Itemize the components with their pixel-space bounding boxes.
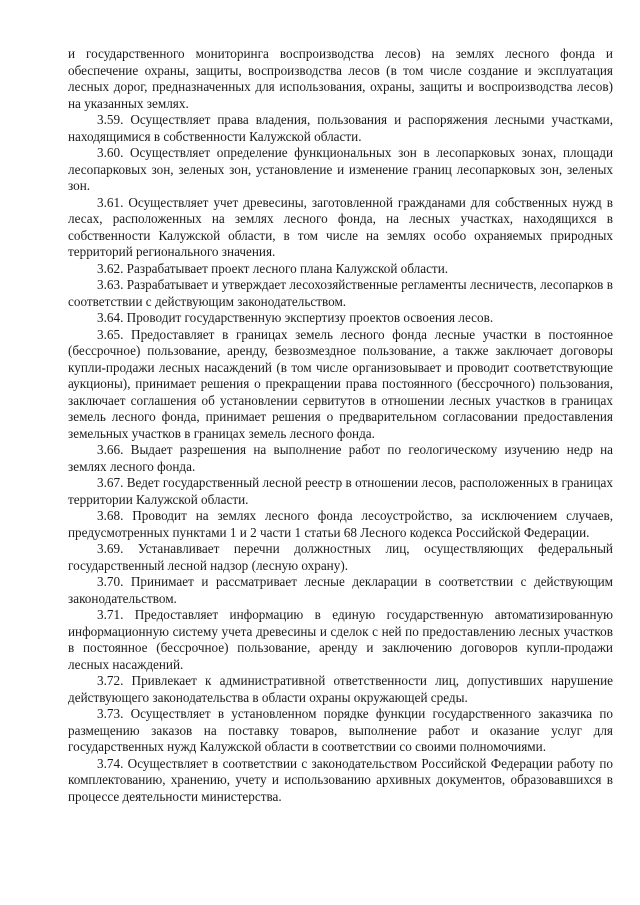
- paragraph-3-72: 3.72. Привлекает к административной ответственности лиц, допустивших нарушение действующего законодательства в области охраны окружающей среды.: [68, 673, 613, 705]
- paragraph-3-64: 3.64. Проводит государственную экспертизу проектов освоения лесов.: [97, 310, 494, 325]
- paragraph-3-63: 3.63. Разрабатывает и утверждает лесохозяйственные регламенты лесничеств, лесопарков в соответствии с действующим законодательством.: [68, 277, 613, 309]
- paragraph-3-61: 3.61. Осуществляет учет древесины, заготовленной гражданами для собственных нужд в лесах, расположенных на землях лесного фонда, на лесных участках, находящихся в собственности Калужской области, в том числе на землях особо охраняемых природных территорий регионального значения.: [68, 194, 613, 259]
- paragraph-3-68: 3.68. Проводит на землях лесного фонда лесоустройство, за исключением случаев, предусмотренных пунктами 1 и 2 части 1 статьи 68 Лесного кодекса Российской Федерации.: [68, 508, 613, 540]
- paragraph-3-59: 3.59. Осуществляет права владения, пользования и распоряжения лесными участками, находящимися в собственности Калужской области.: [68, 112, 613, 144]
- paragraph-3-71: 3.71. Предоставляет информацию в единую государственную автоматизированную информационную систему учета древесины и сделок с ней по предоставлению лесных участков в постоянное (бессрочное) пользование, аренду и заключению договоров купли-продажи лесных насаждений.: [68, 607, 613, 672]
- intro-paragraph: и государственного мониторинга воспроизводства лесов) на землях лесного фонда и обеспечение охраны, защиты, воспроизводства лесов (в том числе создание и эксплуатация лесных дорог, предназначенных для использования, охраны, защиты и воспроизводства лесов) на указанных землях.: [68, 46, 613, 111]
- paragraph-3-65: 3.65. Предоставляет в границах земель лесного фонда лесные участки в постоянное (бессрочное) пользование, аренду, безвозмездное пользование, а также заключает договоры купли-продажи лесных насаждений (в том числе организовывает и проводит соответствующие аукционы), принимает решения о прекращении права постоянного (бессрочного) пользования, заключает соглашения об установлении сервитутов в отношении лесных участков в границах земель лесного фонда, принимает решения о предварительном согласовании предоставления земельных участков в границах земель лесного фонда.: [68, 326, 613, 441]
- paragraph-3-66: 3.66. Выдает разрешения на выполнение работ по геологическому изучению недр на землях лесного фонда.: [68, 442, 613, 474]
- paragraph-3-69: 3.69. Устанавливает перечни должностных лиц, осуществляющих федеральный государственный лесной надзор (лесную охрану).: [68, 541, 613, 573]
- document-page: [68, 46, 613, 805]
- paragraph-3-62: 3.62. Разрабатывает проект лесного плана Калужской области.: [97, 260, 449, 276]
- paragraph-3-67: 3.67. Ведет государственный лесной реестр в отношении лесов, расположенных в границах территории Калужской области.: [68, 475, 613, 507]
- paragraph-3-73: 3.73. Осуществляет в установленном порядке функции государственного заказчика по размещению заказов на поставку товаров, выполнение работ и оказание услуг для государственных нужд Калужской области в соответствии со своими полномочиями.: [68, 706, 613, 754]
- paragraph-3-70: 3.70. Принимает и рассматривает лесные декларации в соответствии с действующим законодательством.: [68, 574, 613, 606]
- paragraph-3-74: 3.74. Осуществляет в соответствии с законодательством Российской Федерации работу по комплектованию, хранению, учету и использованию архивных документов, образовавшихся в процессе деятельности министерства.: [68, 755, 613, 804]
- paragraph-3-60: 3.60. Осуществляет определение функциональных зон в лесопарковых зонах, площади лесопарковых зон, зеленых зон, установление и изменение границ лесопарковых зон, зеленых зон.: [68, 145, 613, 193]
